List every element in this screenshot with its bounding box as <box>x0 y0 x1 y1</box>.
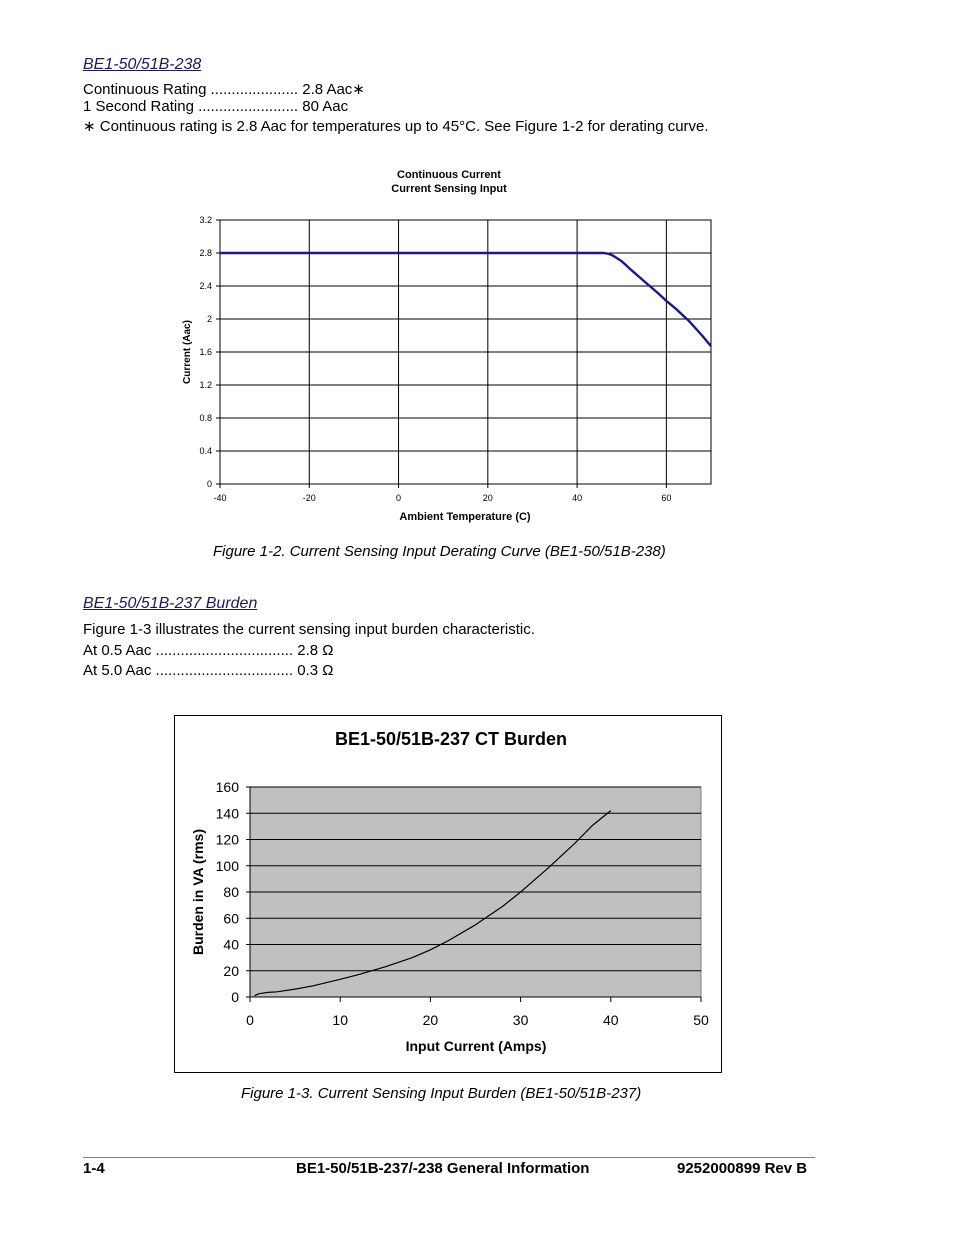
y-tick-label: 0 <box>206 479 212 489</box>
burden-at-5-0: At 5.0 Aac ................................. 0.3 Ω <box>83 662 334 679</box>
y-tick-label: 1.6 <box>199 347 212 357</box>
y-tick-label: 0 <box>231 989 239 1005</box>
one-second-rating-line: 1 Second Rating ........................ 80 Aac <box>83 98 349 115</box>
y-tick-label: 2 <box>206 314 212 324</box>
x-tick-label: 40 <box>572 493 583 503</box>
x-tick-label: 40 <box>603 1012 619 1028</box>
x-tick-label: -40 <box>213 493 227 503</box>
x-tick-label: 30 <box>512 1012 529 1028</box>
y-tick-label: 140 <box>215 805 239 822</box>
section-heading-237-burden: BE1-50/51B-237 Burden <box>83 595 258 612</box>
continuous-rating-note: ∗ Continuous rating is 2.8 Aac for temperatures up to 45°C. See Figure 1-2 for derating curve. <box>83 118 709 135</box>
x-tick-label: -20 <box>302 493 316 503</box>
burden-chart <box>0 700 954 1080</box>
y-axis-label: Current (Aac) <box>182 320 193 384</box>
burden-intro: Figure 1-3 illustrates the current sensing input burden characteristic. <box>83 621 535 638</box>
y-tick-label: 60 <box>223 910 239 927</box>
chart-title: BE1-50/51B-237 CT Burden <box>334 729 568 749</box>
x-tick-label: 20 <box>482 493 493 503</box>
y-tick-label: 160 <box>215 779 239 795</box>
chart-subtitle: Current Sensing Input <box>391 183 507 195</box>
x-tick-label: 10 <box>332 1012 348 1028</box>
y-tick-label: 0.8 <box>199 413 212 423</box>
y-tick-label: 2.4 <box>199 281 212 291</box>
x-tick-label: 50 <box>693 1012 709 1028</box>
x-axis-label: Ambient Temperature (C) <box>399 511 531 523</box>
x-tick-label: 0 <box>396 493 402 503</box>
y-tick-label: 1.2 <box>199 380 212 390</box>
y-tick-label: 20 <box>223 962 239 979</box>
derating-chart <box>0 0 954 540</box>
continuous-rating-line: Continuous Rating ..................... 2.8 Aac∗ <box>83 81 365 98</box>
y-tick-label: 80 <box>223 884 239 900</box>
y-tick-label: 2.8 <box>199 248 212 258</box>
chart-title: Continuous Current <box>397 169 501 181</box>
footer-doc-number: 9252000899 Rev B <box>677 1160 808 1177</box>
footer-title: BE1-50/51B-237/-238 General Information <box>296 1160 590 1177</box>
figure-2-caption: Figure 1-2. Current Sensing Input Derating Curve (BE1-50/51B-238) <box>213 543 666 560</box>
footer-page-number: 1-4 <box>83 1160 105 1177</box>
x-tick-label: 60 <box>661 493 672 503</box>
y-tick-label: 0.4 <box>199 446 212 456</box>
y-tick-label: 3.2 <box>199 215 212 225</box>
y-tick-label: 100 <box>215 857 239 874</box>
y-tick-label: 120 <box>215 831 239 848</box>
burden-at-0-5: At 0.5 Aac ................................. 2.8 Ω <box>83 642 334 659</box>
footer-rule <box>83 1157 815 1158</box>
x-tick-label: 0 <box>246 1012 254 1028</box>
x-tick-label: 20 <box>422 1012 439 1028</box>
y-axis-label: Burden in VA (rms) <box>190 828 206 956</box>
figure-3-caption: Figure 1-3. Current Sensing Input Burden (BE1-50/51B-237) <box>241 1085 642 1102</box>
x-axis-label: Input Current (Amps) <box>405 1038 547 1054</box>
y-tick-label: 40 <box>223 936 239 953</box>
section-heading-238: BE1-50/51B-238 <box>83 56 202 73</box>
